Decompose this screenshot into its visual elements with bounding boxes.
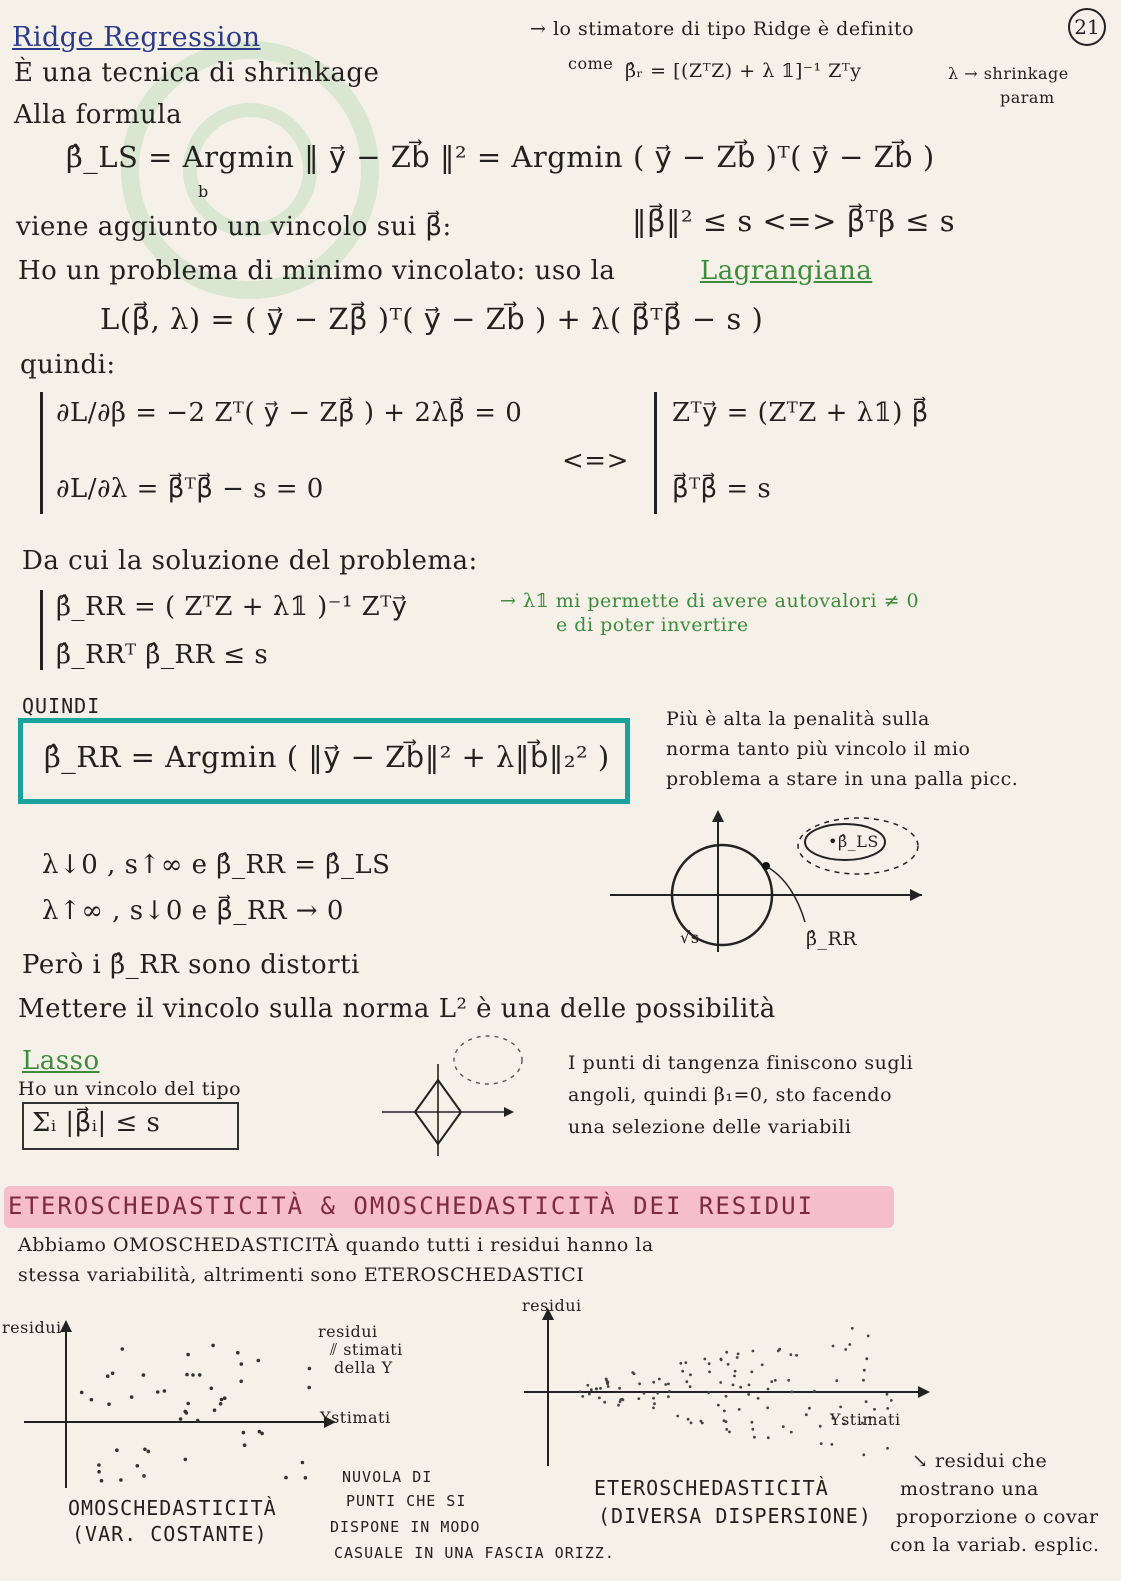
top-note-lambda: λ → shrinkage: [948, 64, 1069, 83]
residual-dot: [795, 1354, 798, 1357]
residual-dot: [789, 1353, 792, 1356]
residual-dot: [184, 1458, 188, 1462]
residual-dot: [835, 1379, 838, 1382]
residual-dot: [617, 1404, 620, 1407]
left-brace: [40, 392, 43, 514]
residual-dot: [130, 1395, 134, 1399]
residual-dot: [753, 1436, 756, 1439]
residual-dot: [631, 1371, 634, 1374]
residual-dot: [679, 1362, 682, 1365]
right-note4: con la variab. esplic.: [890, 1534, 1100, 1556]
residual-dot: [725, 1351, 728, 1354]
residual-dot: [750, 1371, 753, 1374]
residual-dot: [301, 1461, 305, 1465]
lasso-note3: una selezione delle variabili: [568, 1116, 852, 1138]
residual-dot: [652, 1407, 655, 1410]
penalty-line3: problema a stare in una palla picc.: [666, 768, 1019, 790]
residual-dot: [652, 1397, 655, 1400]
residual-dot: [684, 1361, 687, 1364]
residual-dot: [690, 1421, 693, 1424]
residual-dot: [668, 1390, 671, 1393]
residual-dot: [700, 1420, 703, 1423]
residual-dot: [790, 1391, 793, 1394]
residual-dot: [239, 1380, 243, 1384]
system-eq2: β⃗ᵀβ⃗ = s: [672, 474, 772, 504]
residual-dot: [308, 1367, 312, 1371]
residual-dot: [607, 1385, 610, 1388]
residual-dot: [664, 1383, 667, 1386]
residual-dot: [723, 1419, 726, 1422]
residual-dot: [761, 1363, 764, 1366]
residual-dot: [720, 1358, 723, 1361]
residual-dot: [196, 1419, 200, 1423]
left-annot3: della Y: [334, 1358, 393, 1377]
lasso-note2: angoli, quindi β₁=0, sto facendo: [568, 1084, 893, 1106]
residual-dot: [717, 1404, 720, 1407]
mid-note1: NUVOLA DI: [342, 1468, 433, 1486]
residual-dot: [723, 1410, 726, 1413]
residual-dot: [211, 1344, 215, 1348]
residual-dot: [643, 1392, 646, 1395]
residual-dot: [588, 1393, 591, 1396]
residual-dot: [757, 1397, 760, 1400]
residual-dot: [839, 1406, 842, 1409]
residual-dot: [738, 1408, 741, 1411]
left-annot1: residui: [318, 1322, 378, 1341]
residual-dot: [790, 1431, 793, 1434]
residual-dot: [739, 1386, 742, 1389]
beta-rr-formula: β̂_RR = ( ZᵀZ + λ𝟙 )⁻¹ Zᵀy⃗: [56, 592, 408, 622]
residual-dot: [115, 1448, 119, 1452]
residual-dot: [658, 1378, 661, 1381]
beta-rr-constraint: β̂_RRᵀ β̂_RR ≤ s: [56, 640, 269, 670]
residual-dot: [97, 1463, 101, 1467]
residual-dot: [725, 1395, 728, 1398]
residual-dot: [777, 1349, 780, 1352]
constraint-formula: ‖β⃗‖² ≤ s <=> β⃗ᵀβ ≤ s: [632, 204, 956, 238]
right-note1: ↘ residui che: [912, 1450, 1048, 1472]
residual-dot: [767, 1388, 770, 1391]
residual-dot: [107, 1402, 111, 1406]
left-caption2: (VAR. COSTANTE): [72, 1522, 268, 1546]
distorted-note: Però i β̂_RR sono distorti: [22, 950, 360, 980]
residual-dot: [185, 1373, 189, 1377]
residual-dot: [223, 1396, 227, 1400]
beta-ls-formula: β̂_LS = Argmin ‖ y⃗ − Zb⃗ ‖² = Argmin ( y⃗ − Zb⃗ )ᵀ( y⃗ − Zb⃗ ): [66, 140, 935, 174]
residual-dot: [848, 1343, 851, 1346]
residual-dot: [156, 1390, 160, 1394]
residual-dot: [736, 1356, 739, 1359]
residual-dot: [862, 1379, 865, 1382]
residual-dot: [304, 1476, 308, 1480]
residual-dot: [599, 1387, 602, 1390]
residual-dot: [143, 1448, 147, 1452]
residual-dot: [243, 1443, 247, 1447]
page-title: Ridge Regression: [12, 22, 261, 53]
lagrangian-formula: L(β⃗, λ) = ( y⃗ − Zβ⃗ )ᵀ( y⃗ − Zb⃗ ) + λ( β⃗ᵀβ⃗ − s ): [100, 302, 764, 336]
residual-dot: [198, 1373, 202, 1377]
residual-dot: [774, 1379, 777, 1382]
residual-dot: [191, 1373, 195, 1377]
residual-dot: [186, 1402, 190, 1406]
residual-dot: [80, 1391, 84, 1395]
residual-dot: [766, 1406, 769, 1409]
residual-dot: [586, 1384, 589, 1387]
lambda-note-line1: → λ𝟙 mi permette di avere autovalori ≠ 0: [500, 590, 920, 612]
lasso-diagram: [380, 1030, 540, 1160]
penalty-line2: norma tanto più vincolo il mio: [666, 738, 971, 760]
left-ylabel: residui: [2, 1318, 62, 1337]
left-xlabel: Ystimati: [320, 1408, 391, 1427]
residual-dot: [751, 1421, 754, 1424]
residual-dot: [210, 1387, 214, 1391]
residual-dot: [219, 1402, 223, 1406]
dL-dbeta: ∂L/∂β = −2 Zᵀ( y⃗ − Zβ⃗ ) + 2λβ⃗ = 0: [56, 398, 523, 428]
residual-dot: [787, 1379, 790, 1382]
residual-dot: [725, 1428, 728, 1431]
residual-dot: [637, 1397, 640, 1400]
residual-dot: [687, 1418, 690, 1421]
constraint-text: viene aggiunto un vincolo sui β⃗:: [16, 212, 452, 242]
residual-dot: [676, 1415, 679, 1418]
residual-dot: [767, 1436, 770, 1439]
graph-s-label: √s: [680, 928, 700, 947]
right-caption2: (DIVERSA DISPERSIONE): [598, 1504, 872, 1528]
residual-dot: [865, 1357, 868, 1360]
residual-dot: [851, 1327, 854, 1330]
residual-dot: [667, 1395, 670, 1398]
graph-beta-ls-label: •β̂_LS: [828, 832, 879, 851]
residual-dot: [147, 1450, 151, 1454]
penalty-line1: Più è alta la penalità sulla: [666, 708, 930, 730]
residual-dot: [142, 1373, 146, 1377]
limit-line1: λ↓0 , s↑∞ e β̂_RR = β̂_LS: [42, 850, 391, 880]
residual-dot: [863, 1369, 866, 1372]
residual-dot: [708, 1362, 711, 1365]
residual-dot: [733, 1375, 736, 1378]
residual-dot: [90, 1398, 94, 1402]
residual-dot: [618, 1387, 621, 1390]
homoscedastic-plot: [20, 1312, 360, 1492]
residual-dot: [708, 1371, 711, 1374]
solution-text: Da cui la soluzione del problema:: [22, 546, 478, 576]
residual-dot: [748, 1384, 751, 1387]
boxed-formula: β̂_RR = Argmin ( ‖y⃗ − Zb⃗‖² + λ‖b⃗‖₂² ): [44, 740, 610, 774]
residual-dot: [652, 1381, 655, 1384]
residual-dot: [862, 1453, 865, 1456]
right-note2: mostrano una: [900, 1478, 1039, 1500]
top-note-come: come: [568, 54, 614, 73]
residual-dot: [183, 1410, 187, 1414]
residual-dot: [805, 1413, 808, 1416]
residual-dot: [707, 1391, 710, 1394]
lasso-note1: I punti di tangenza finiscono sugli: [568, 1052, 914, 1074]
residual-dot: [819, 1425, 822, 1428]
residual-dot: [595, 1387, 598, 1390]
residual-dot: [656, 1392, 659, 1395]
lagrange-word: Lagrangiana: [700, 256, 873, 286]
residual-dot: [590, 1388, 593, 1391]
mid-note2: PUNTI CHE SI: [346, 1492, 467, 1510]
residual-dot: [220, 1398, 224, 1402]
residual-dot: [97, 1470, 101, 1474]
residual-dot: [603, 1401, 606, 1404]
top-note-formula: β̂ᵣ = [(ZᵀZ) + λ 𝟙]⁻¹ Zᵀy: [625, 60, 862, 82]
residual-dot: [886, 1447, 889, 1450]
left-caption1: OMOSCHEDASTICITÀ: [68, 1496, 277, 1520]
residual-dot: [284, 1476, 288, 1480]
residual-dot: [865, 1400, 868, 1403]
residual-dot: [213, 1408, 217, 1412]
residual-dot: [581, 1395, 584, 1398]
page-number: 21: [1068, 8, 1106, 46]
residual-dot: [653, 1402, 656, 1405]
mid-note3: DISPONE IN MODO: [330, 1518, 481, 1536]
residual-dot: [579, 1390, 582, 1393]
quindi-caps: QUINDI: [22, 694, 101, 718]
residual-dot: [727, 1363, 730, 1366]
intro-line1: È una tecnica di shrinkage: [14, 58, 380, 88]
residual-dot: [752, 1350, 755, 1353]
residual-dot: [737, 1353, 740, 1356]
residual-dot: [136, 1464, 140, 1468]
residual-dot: [106, 1374, 110, 1378]
right-brace: [654, 392, 657, 514]
residual-dot: [236, 1351, 240, 1355]
hetero-line2: stessa variabilità, altrimenti sono ETEROSCHEDASTICI: [18, 1264, 585, 1286]
left-annot2: ⫽ stimati: [330, 1340, 403, 1359]
residual-dot: [719, 1381, 722, 1384]
residual-dot: [119, 1478, 123, 1482]
lagrange-text: Ho un problema di minimo vincolato: uso la: [18, 256, 616, 286]
residual-dot: [867, 1335, 870, 1338]
residual-dot: [111, 1372, 115, 1376]
residual-dot: [820, 1442, 823, 1445]
residual-dot: [142, 1474, 146, 1478]
residual-dot: [832, 1345, 835, 1348]
residual-dot: [179, 1417, 183, 1421]
top-note-lambda2: param: [1000, 88, 1055, 107]
intro-line2: Alla formula: [14, 100, 183, 130]
limit-line2: λ↑∞ , s↓0 e β⃗_RR → 0: [42, 896, 344, 926]
residual-dot: [844, 1348, 847, 1351]
residual-dot: [307, 1386, 311, 1390]
residual-dot: [732, 1384, 735, 1387]
residual-dot: [886, 1393, 889, 1396]
lasso-text: Ho un vincolo del tipo: [18, 1078, 242, 1100]
residual-dot: [813, 1390, 816, 1393]
top-note-line1: → lo stimatore di tipo Ridge è definito: [530, 18, 915, 40]
graph-beta-rr-label: β̂_RR: [806, 928, 858, 950]
right-note3: proporzione o covar: [896, 1506, 1099, 1528]
residual-dot: [163, 1389, 167, 1393]
residual-dot: [186, 1353, 190, 1357]
mid-note4: CASUALE IN UNA FASCIA ORIZZ.: [334, 1544, 615, 1562]
residual-dot: [607, 1381, 610, 1384]
residual-dot: [242, 1431, 246, 1435]
residual-dot: [638, 1382, 641, 1385]
residual-dot: [598, 1397, 601, 1400]
residual-dot: [689, 1385, 692, 1388]
solution-brace: [40, 590, 43, 670]
residual-dot: [890, 1399, 893, 1402]
ridge-diagram: [600, 800, 940, 960]
dL-dlambda: ∂L/∂λ = β⃗ᵀβ⃗ − s = 0: [56, 474, 324, 504]
residual-dot: [747, 1393, 750, 1396]
residual-dot: [734, 1370, 737, 1373]
hetero-line1: Abbiamo OMOSCHEDASTICITÀ quando tutti i residui hanno la: [18, 1234, 654, 1256]
residual-dot: [728, 1431, 731, 1434]
l2-note: Mettere il vincolo sulla norma L² è una delle possibilità: [18, 994, 776, 1024]
lambda-note-line2: e di poter invertire: [556, 614, 749, 636]
residual-dot: [121, 1347, 125, 1351]
residual-dot: [257, 1359, 261, 1363]
equivalence-sign: <=>: [562, 446, 629, 476]
residual-dot: [100, 1479, 104, 1483]
right-caption1: ETEROSCHEDASTICITÀ: [594, 1476, 829, 1500]
residual-dot: [667, 1383, 670, 1386]
residual-dot: [782, 1425, 785, 1428]
residual-dot: [703, 1358, 706, 1361]
argmin-subscript: b: [198, 182, 209, 201]
lasso-title: Lasso: [22, 1046, 100, 1076]
residual-dot: [621, 1398, 624, 1401]
right-xlabel: Ystimati: [830, 1410, 901, 1429]
right-ylabel: residui: [522, 1296, 582, 1315]
residual-dot: [258, 1430, 262, 1434]
lasso-constraint: Σᵢ |β⃗ᵢ| ≤ s: [32, 1108, 161, 1138]
residual-dot: [689, 1373, 692, 1376]
residual-dot: [770, 1380, 773, 1383]
quindi-label: quindi:: [20, 350, 116, 380]
residual-dot: [685, 1380, 688, 1383]
residual-dot: [240, 1362, 244, 1366]
hetero-heading: ETEROSCHEDASTICITÀ & OMOSCHEDASTICITÀ DEI RESIDUI: [8, 1192, 815, 1220]
residual-dot: [808, 1407, 811, 1410]
heteroscedastic-plot: [520, 1300, 940, 1470]
residual-dot: [831, 1443, 834, 1446]
residual-dot: [681, 1370, 684, 1373]
residual-dot: [751, 1428, 754, 1431]
system-eq1: Zᵀy⃗ = (ZᵀZ + λ𝟙) β⃗: [672, 398, 929, 428]
